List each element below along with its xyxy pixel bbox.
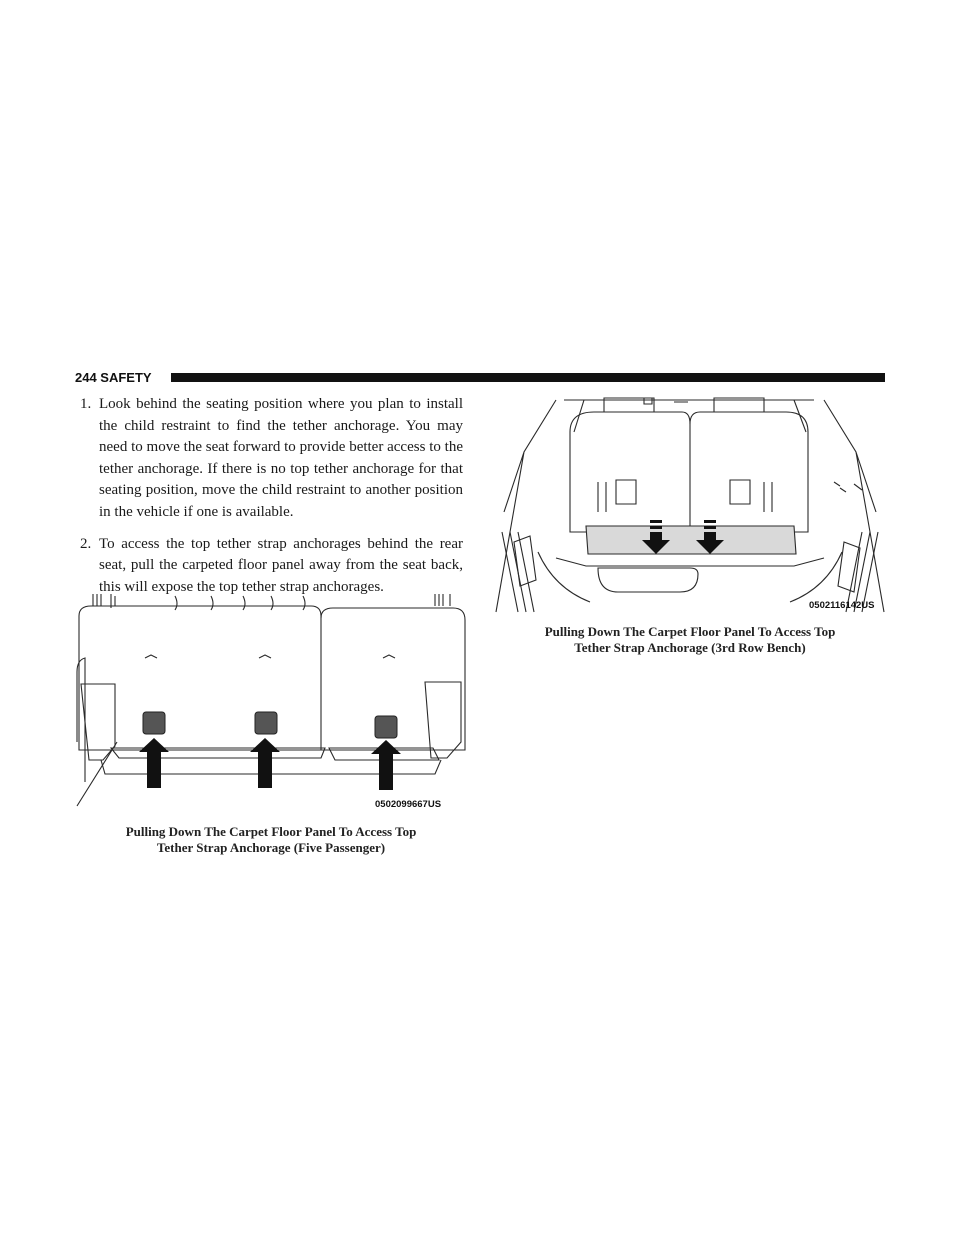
figure-five-passenger	[75, 592, 467, 814]
instruction-list	[80, 394, 463, 608]
step-text: Look behind the seating position where you plan to install the child restraint to find the tether anchorage. You may need to move the seat forward to provide better access to the tether anchorage. If there is no top tether anchorage for that seating position, move the child restraint to another position in the vehicle if one is available.	[99, 396, 463, 520]
figure-caption	[494, 624, 886, 656]
figure-caption	[75, 824, 467, 856]
figure-id: 0502099667US	[375, 799, 442, 810]
figure-id: 0502116142US	[809, 600, 875, 611]
page-number-section: 244 SAFETY	[75, 370, 152, 385]
instruction-step	[80, 534, 463, 599]
figure-third-row	[494, 392, 886, 614]
caption-line: Tether Strap Anchorage (3rd Row Bench)	[574, 640, 806, 655]
rear-seat-illustration	[75, 592, 467, 814]
step-text: To access the top tether strap anchorages behind the rear seat, pull the carpeted floor panel away from the seat back, this will expose the top tether strap anchorages.	[99, 535, 463, 595]
header-rule	[171, 373, 885, 382]
page-header	[75, 370, 885, 386]
caption-line: Tether Strap Anchorage (Five Passenger)	[156, 840, 386, 855]
step-number: 1.	[80, 396, 92, 412]
instruction-step	[80, 394, 463, 524]
caption-line: Pulling Down The Carpet Floor Panel To Access Top	[544, 624, 836, 639]
cargo-area-illustration	[494, 392, 886, 614]
caption-line: Pulling Down The Carpet Floor Panel To Access Top	[125, 824, 417, 839]
step-number: 2.	[80, 535, 92, 552]
